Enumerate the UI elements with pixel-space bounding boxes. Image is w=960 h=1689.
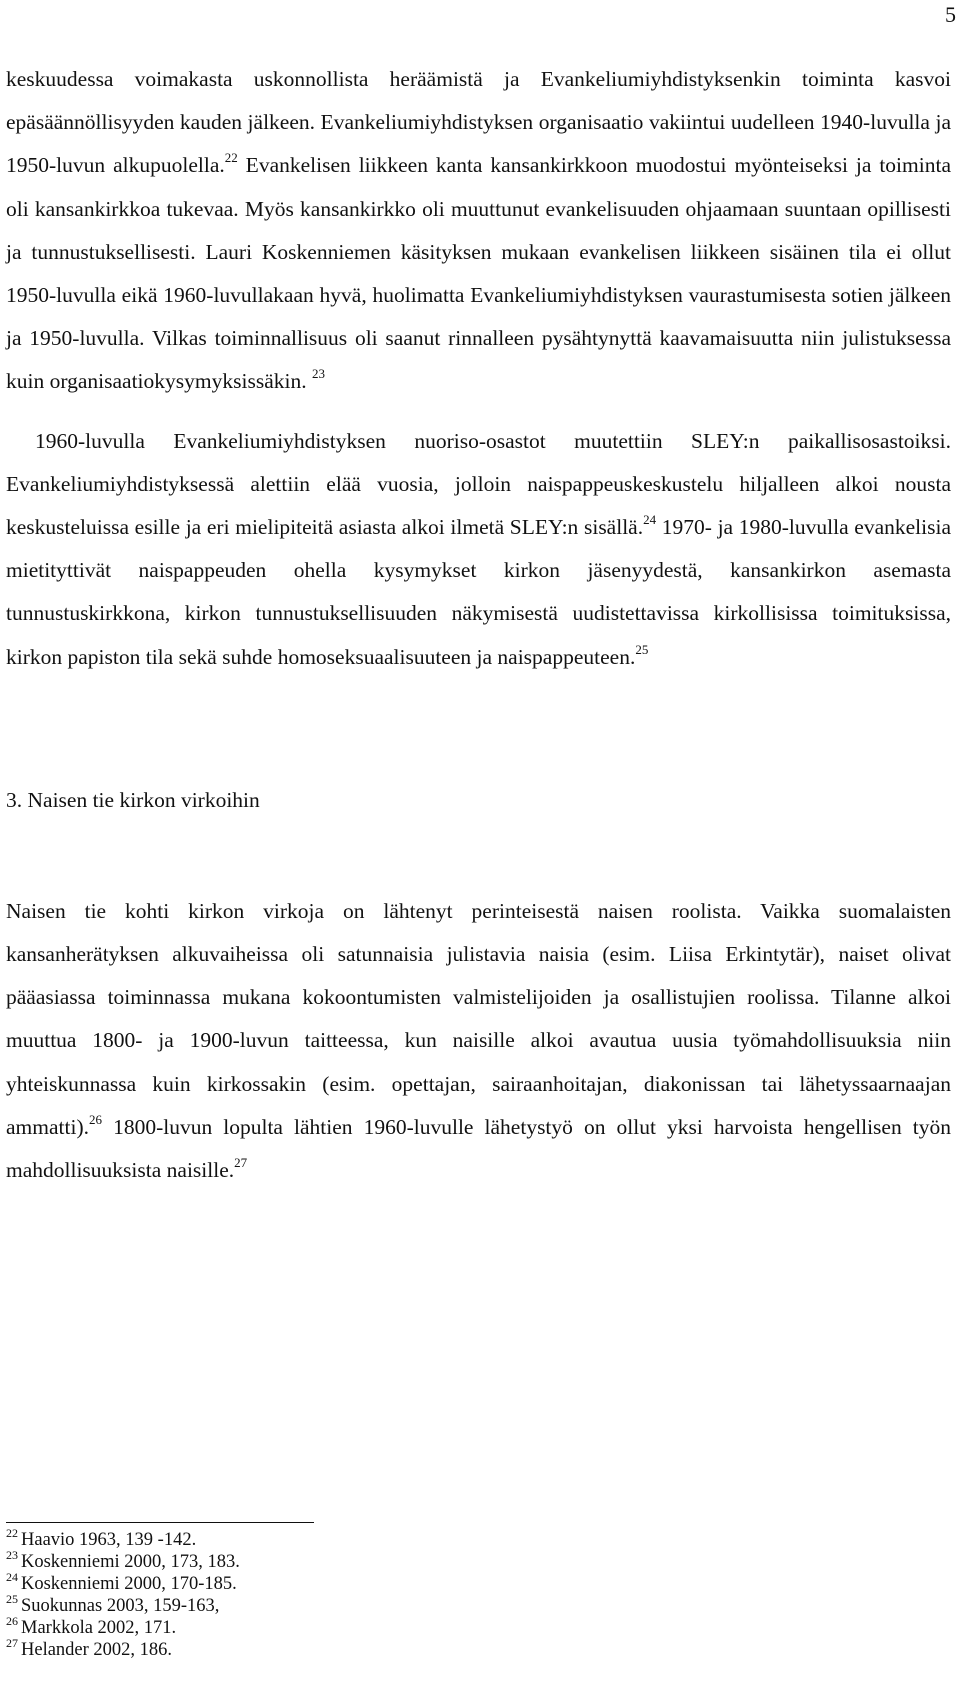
paragraph-3 [6, 890, 951, 1192]
footnote-number: 26 [6, 1614, 18, 1628]
footnote-text: Koskenniemi 2000, 170-185. [21, 1574, 237, 1594]
footnote-ref: 22 [224, 150, 238, 166]
text-segment: 1960-luvulla Evankeliumiyhdistyksen nuoriso-osastot muutettiin SLEY:n paikallisosastoiksi. Evankeliumiyhdistyksessä alettiin elää vuosia, jolloin naispappeuskeskustelu hiljalleen alkoi nousta keskusteluissa esille ja eri mielipiteitä asiasta alkoi ilmetä SLEY:n sisällä. [6, 428, 951, 540]
text-segment: keskuudessa voimakasta uskonnollista heräämistä ja Evankeliumiyhdistyksenkin toiminta kasvoi epäsäännöllisyyden kauden jälkeen. Evankeliumiyhdistyksen organisaatio vakiintui uudelleen 1940-luvulla ja 1950-luvun alkupuolella. [6, 67, 951, 178]
section-heading: 3. Naisen tie kirkon virkoihin [6, 787, 260, 812]
footnote-text: Haavio 1963, 139 -142. [21, 1530, 197, 1550]
footnote-ref: 26 [89, 1111, 102, 1127]
text-segment: Evankelisen liikkeen kanta kansankirkkoon muodostui myönteiseksi ja toiminta oli kansankirkkoa tukevaa. Myös kansankirkko oli muuttunut evankelisuuden ohjaamaan suuntaan opillisesti ja tunnustuksellisesti. Lauri Koskenniemen käsityksen mukaan evankelisen liikkeen sisäinen tila ei ollut 1950-luvulla eikä 1960-luvullakaan hyvä, huolimatta Evankeliumiyhdistyksen vaurastumisesta sotien jälkeen ja 1950-luvulla. Vilkas toiminnallisuus oli saanut rinnalleen pysähtynyttä kaavamaisuutta niin julistuksessa kuin organisaatiokysymyksissäkin. [6, 153, 951, 394]
footnote-text: Helander 2002, 186. [21, 1640, 173, 1660]
footnote [6, 1526, 606, 1551]
footnote-divider [6, 1522, 314, 1523]
text-segment: 1800-luvun lopulta lähtien 1960-luvulle lähetystyö on ollut yksi harvoista hengellisen työn mahdollisuuksista naisille. [6, 1114, 951, 1183]
footnote [6, 1592, 606, 1617]
footnote-ref: 23 [311, 366, 325, 382]
page-number: 5 [945, 2, 956, 27]
footnote-text: Markkola 2002, 171. [21, 1618, 177, 1638]
text-segment: 1970- ja 1980-luvulla evankelisia mietityttivät naispappeuden ohella kysymykset kirkon jäsenyydestä, kansankirkon asemasta tunnustuskirkkona, kirkon tunnustuksellisuuden näkymisestä uudistettavissa kirkollisissa toimituksissa, kirkon papiston tila sekä suhde homoseksuaalisuuteen ja naispappeuteen. [6, 515, 951, 669]
footnote-ref: 25 [635, 641, 649, 657]
footnote-ref: 27 [234, 1155, 248, 1171]
footnote [6, 1614, 606, 1639]
main-text [6, 58, 951, 1192]
footnotes [6, 1526, 606, 1661]
footnote [6, 1636, 606, 1661]
footnote [6, 1548, 606, 1573]
footnote-number: 24 [6, 1570, 18, 1584]
paragraph-2 [6, 420, 951, 679]
footnote-number: 23 [6, 1548, 18, 1562]
footnote-text: Suokunnas 2003, 159-163, [21, 1596, 220, 1616]
footnote-number: 27 [6, 1636, 18, 1650]
footnote-number: 25 [6, 1592, 18, 1606]
footnote [6, 1570, 606, 1595]
text-segment: Naisen tie kohti kirkon virkoja on lähtenyt perinteisestä naisen roolista. Vaikka suomalaisten kansanherätyksen alkuvaiheissa oli satunnaisia julistavia naisia (esim. Liisa Erkintytär), naiset olivat pääasiassa toiminnassa mukana kokoontumisten valmistelijoiden ja osallistujien roolissa. Tilanne alkoi muuttua 1800- ja 1900-luvun taitteessa, kun naisille alkoi avautua uusia työmahdollisuuksia niin yhteiskunnassa kuin kirkossakin (esim. opettajan, sairaanhoitajan, diakonissan tai lähetyssaarnaajan ammatti). [6, 898, 951, 1139]
footnote-ref: 24 [643, 512, 657, 528]
footnote-number: 22 [6, 1526, 18, 1540]
paragraph-1 [6, 58, 951, 404]
footnote-text: Koskenniemi 2000, 173, 183. [21, 1552, 240, 1572]
